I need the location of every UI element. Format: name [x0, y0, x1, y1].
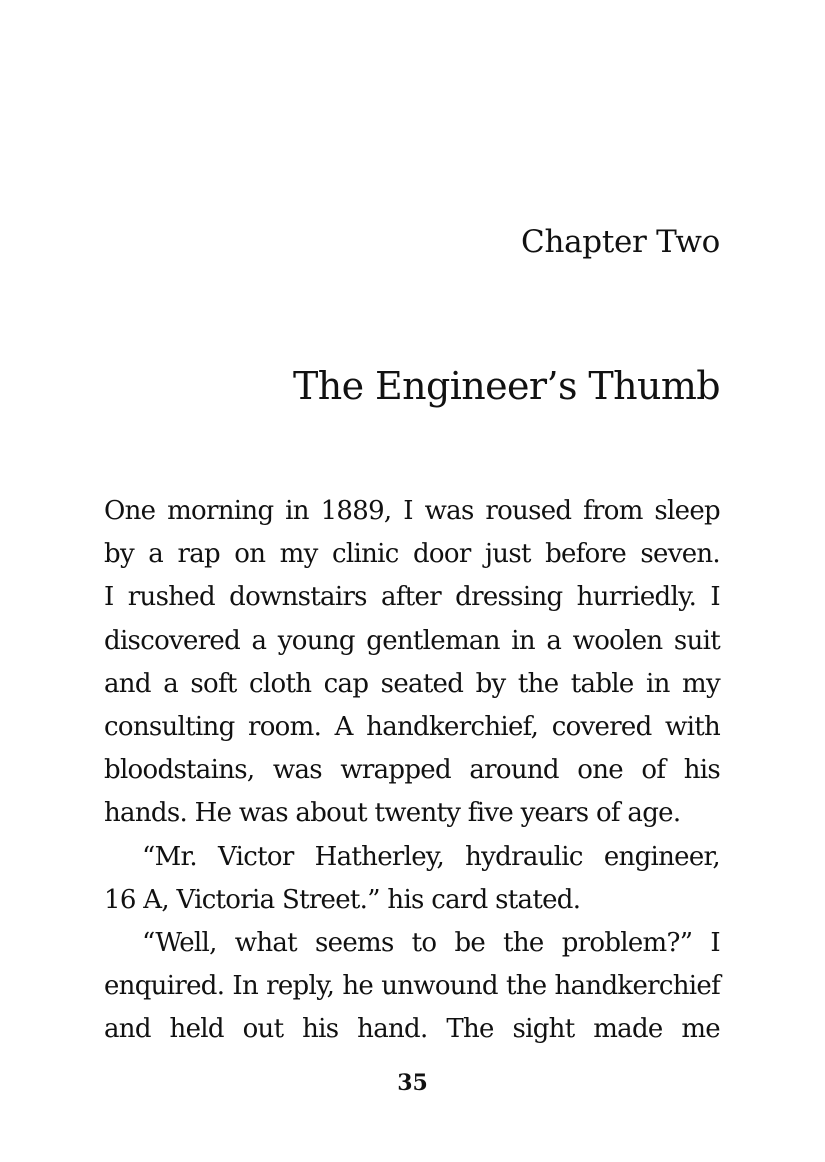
text-line: I rushed downstairs after dressing hurriedly. I: [104, 582, 720, 613]
text-line: bloodstains, was wrapped around one of his: [104, 755, 720, 786]
text-line: “Well, what seems to be the problem?” I: [142, 927, 720, 958]
text-line: 16 A, Victoria Street.” his card stated.: [104, 884, 581, 915]
text-line: hands. He was about twenty five years of age.: [104, 798, 681, 829]
text-line: discovered a young gentleman in a woolen suit: [104, 625, 720, 656]
body-text: [104, 490, 720, 1051]
text-line: and a soft cloth cap seated by the table in my: [104, 668, 720, 699]
text-line: One morning in 1889, I was roused from sleep: [104, 496, 720, 526]
text-line: and held out his hand. The sight made me: [104, 1014, 720, 1045]
text-line: consulting room. A handkerchief, covered with: [104, 711, 720, 742]
chapter-title: The Engineer’s Thumb: [292, 364, 720, 408]
text-line: by a rap on my clinic door just before seven.: [104, 539, 720, 570]
text-line: enquired. In reply, he unwound the handkerchief: [104, 971, 720, 1002]
text-line: “Mr. Victor Hatherley, hydraulic engineer,: [142, 841, 720, 872]
page-number: 35: [397, 1070, 428, 1096]
chapter-label: Chapter Two: [521, 224, 720, 260]
